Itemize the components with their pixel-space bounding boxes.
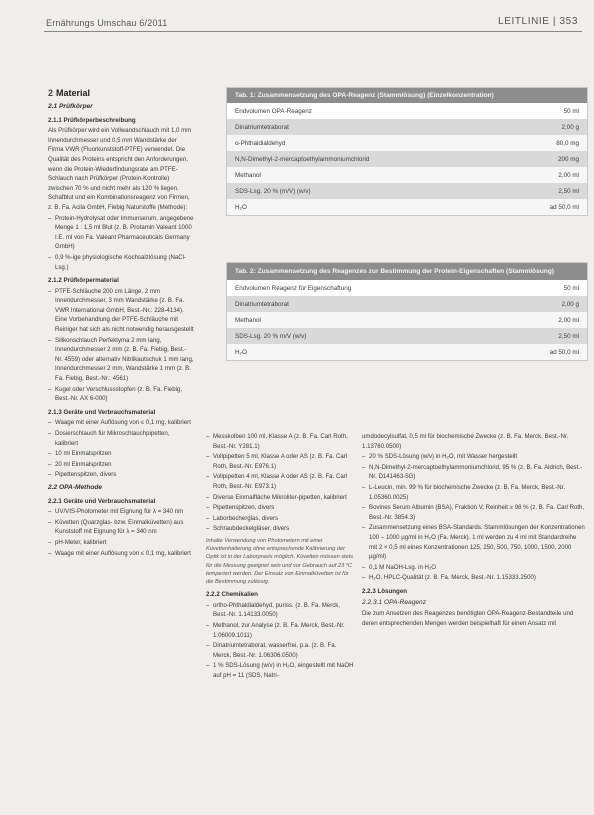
table-row [227, 183, 587, 199]
row-value: 200 mg [557, 155, 579, 163]
subheading-opa-reagenz: 2.2.3.1 OPA-Reagenz [362, 598, 427, 606]
list-item: – Bovines Serum Albumin (BSA), Fraktion V, Reinheit ≥ 98 % (z. B. Fa. Carl Roth, Best.-Nr. 3854.3) [362, 503, 586, 522]
list-materials-1 [48, 214, 194, 273]
list-item: – 1 % SDS-Lösung (w/v) in H₂O, eingestellt mit NaOH auf pH = 11 (SDS, Natri- [206, 661, 354, 680]
row-label: SDS-Lsg. 20 % (m/V) (w/v) [235, 187, 311, 195]
list-chemikalien-cont [362, 432, 586, 583]
row-label: o-Phthaldialdehyd [235, 139, 286, 147]
row-value: 2,50 ml [558, 332, 579, 340]
table-row [227, 296, 587, 312]
section-page-header: LEITLINIE | 353 [498, 16, 578, 27]
table-row [227, 167, 587, 183]
list-item: – 10 ml Einmalspritzen [48, 449, 194, 459]
table-protein-reagenz [226, 262, 588, 361]
list-item: – Laborbecherglas, divers [206, 514, 354, 524]
list-item: – Dinatriumtetraborat, wasserfrei, p.a. (z. B. Fa. Merck, Best.-Nr. 1.06306.0500) [206, 641, 354, 660]
list-item: – Schraubdeckelgläser, divers [206, 524, 354, 534]
list-item: – 0,9 %-ige physiologische Kochsalzlösung (NaCl-Lsg.) [48, 253, 194, 272]
table-body [227, 103, 587, 215]
list-item: – PTFE-Schläuche 200 cm Länge, 2 mm Innendurchmesser, 3 mm Wandstärke (z. B. Fa. VWR International GmbH, Best.-Nr.: 228-4134). Eine Vorbehandlung der PTFE-Schläuche mit Reiniger hat sich als nicht notwendig herausgestellt [48, 287, 194, 335]
footnote: Inhalte Verwendung von Photometern mit einer Küvettenhalterung ohne entsprechende Kalibrierung der Optik ist in der Laborpraxis möglich. Küvetten müssen stets für die Messung geeignet sein und vor Gebrauch auf 23 °C temperiert werden. Der Einsatz von Einmalküvetten ist für die Bestimmung zulässig. [206, 537, 354, 585]
list-item: – Silikonschlauch Perfektyma 2 mm lang, Innendurchmesser 2 mm (z. B. Fa. Fiebig, Best.-Nr. 4559) oder alternativ Nitrilkautschuk 1 mm lang, Innendurchmesser 2 mm, Wandstärke 1 mm (z. B. Fa. Fiebig, Best.-Nr.: 4561) [48, 336, 194, 384]
header-rule [44, 31, 582, 32]
table-row [227, 328, 587, 344]
middle-column [206, 432, 354, 802]
list-chemikalien [206, 601, 354, 681]
list-labor [206, 432, 354, 534]
list-item: – N,N-Dimethyl-2-mercaptoethylammoniumchlorid, 95 % (z. B. Fa. Aldrich, Best.-Nr. D141463-5G) [362, 463, 586, 482]
row-value: 50 ml [563, 284, 579, 292]
row-label: Dinatriumtetraborat [235, 123, 289, 131]
row-label: Methanol [235, 171, 261, 179]
row-label: H₂O [235, 203, 247, 211]
paragraph-beschreibung: Als Prüfkörper wird ein Vollwandschlauch mit 1,0 mm Innendurchmesser und 0,5 mm Wandstärke der Firma VWR (Fluorkunststoff-PTFE) verwendet. Die Qualität des Proteins entspricht den Anforderungen, wenn die Protein-Wiederfindungsrate am PTFE-Schlauch nach Prüfkörper (Protein-Kontrolle) zwischen 70 % und nicht mehr als 120 % liegen. Schafblut und ein Kombinationsreagenz von Firmen, z. B. Fa. Acila GmbH, Fiebig Naturstoffe (Methode): [48, 127, 192, 211]
list-item: – Pipettenspitzen, divers [48, 470, 194, 480]
row-value: 2,00 ml [558, 316, 579, 324]
list-item: – L-Leucin, min. 99 % für biochemische Zwecke (z. B. Fa. Merck, Best.-Nr. 1.05360.0025) [362, 483, 586, 502]
list-item: – Küvetten (Quarzglas- bzw. Einmalküvetten) aus Kunststoff mit Eignung für λ = 340 nm [48, 518, 194, 537]
paragraph-opa-reagenz: Die zum Ansetzen des Reagenzes benötigten OPA-Reagenz-Bestandteile und deren entsprechenden Mengen werden beispielhaft für einen Ansatz mit [362, 610, 574, 627]
list-item: – Waage mit einer Auflösung von ≤ 0,1 mg, kalibriert [48, 418, 194, 428]
table-body [227, 280, 587, 360]
list-geraete [48, 418, 194, 480]
list-opa-geraete [48, 507, 194, 558]
list-item: – Messkolben 100 ml, Klasse A (z. B. Fa. Carl Roth, Best.-Nr. Y281.1) [206, 432, 354, 451]
table-title: Tab. 2: Zusammensetzung des Reagenzes zur Bestimmung der Protein-Eigenschaften (Stammlösung) [227, 263, 587, 280]
right-column [362, 432, 586, 802]
list-materials-2 [48, 287, 194, 404]
table-row [227, 103, 587, 119]
list-item: – H₂O, HPLC-Qualität (z. B. Fa. Merck, Best.-Nr. 1.15333.2500) [362, 573, 586, 583]
table-title: Tab. 1: Zusammensetzung des OPA-Reagenz (Stammlösung) (Einzelkonzentration) [227, 88, 587, 103]
list-item: – Kugel oder Verschlussstopfen (z. B. Fa. Fiebig, Best.-Nr. AX 6-000) [48, 385, 194, 404]
subheading-geraete: 2.1.3 Geräte und Verbrauchsmaterial [48, 408, 156, 416]
table-row [227, 344, 587, 360]
row-label: Endvolumen OPA-Reagenz [235, 107, 312, 115]
list-item: – ortho-Phthaldialdehyd, puriss. (z. B. Fa. Merck, Best.-Nr. 1.14133.0050) [206, 601, 354, 620]
subheading-beschreibung: 2.1.1 Prüfkörperbeschreibung [48, 116, 136, 124]
table-row [227, 135, 587, 151]
row-label: Endvolumen Reagenz für Eigenschaftung [235, 284, 352, 292]
list-item: – Zusammensetzung eines BSA-Standards. Stammlösungen der Konzentrationen 100 – 1000 µg/ml in H₂O (Fa. Merck). 1 ml werden zu 4 ml mit Standardreihe mit 2 × 0,5 ml eines Konzentrationen 125, 250, 500, 750, 1000, 1500, 2000 µg/ml) [362, 523, 586, 561]
row-label: Methanol [235, 316, 261, 324]
list-item: – Diverse Einmalfläche Mikroliter-pipetten, kalibriert [206, 493, 354, 503]
section-heading [48, 88, 194, 99]
subheading-chemikalien: 2.2.2 Chemikalien [206, 591, 258, 599]
row-label: Dinatriumtetraborat [235, 300, 289, 308]
section-number: 2 [48, 88, 54, 98]
row-value: 2,00 g [561, 300, 579, 308]
row-label: H₂O [235, 348, 247, 356]
row-label: SDS-Lsg. 20 % m/V (w/v) [235, 332, 307, 340]
list-item: umdodecylsulfat, 0,5 ml für biochemische Zwecke (z. B. Fa. Merck, Best.-Nr. 1.13760.0500) [362, 433, 569, 450]
list-item: – Methanol, zur Analyse (z. B. Fa. Merck, Best.-Nr. 1.06009.1011) [206, 621, 354, 640]
list-item: – 20 % SDS-Lösung (w/v) in H₂O, mit Wasser hergestellt [362, 452, 586, 462]
table-row [227, 312, 587, 328]
row-value: 50 ml [563, 107, 579, 115]
section-title: Material [56, 88, 91, 98]
left-column [48, 88, 194, 803]
list-item: – Pipettenspitzen, divers [206, 503, 354, 513]
row-value: ad 50,0 ml [549, 203, 579, 211]
list-item: – Dosierschlauch für Mikroschlauchpipetten, kalibriert [48, 429, 194, 448]
table-row [227, 280, 587, 296]
list-item: – pH-Meter, kalibriert [48, 538, 194, 548]
row-value: 2,50 ml [558, 187, 579, 195]
table-row [227, 199, 587, 215]
table-row [227, 119, 587, 135]
row-value: 2,00 ml [558, 171, 579, 179]
subheading-pruefkoerper: 2.1 Prüfkörper [48, 103, 93, 110]
list-item: – 20 ml Einmalspritzen [48, 460, 194, 470]
subheading-loesungen: 2.2.3 Lösungen [362, 587, 408, 595]
journal-header: Ernährungs Umschau 6/2011 [46, 18, 168, 28]
list-item: – Vollpipetten 4 ml, Klasse A oder AS (z. B. Fa. Carl Roth, Best.-Nr. E973.1) [206, 472, 354, 491]
subheading-opa-methode: 2.2 OPA-Methode [48, 483, 103, 491]
list-item: – UV/VIS-Photometer mit Eignung für λ = 340 nm [48, 507, 194, 517]
row-value: ad 50,0 ml [549, 348, 579, 356]
table-opa-reagenz [226, 87, 588, 216]
list-item: – Waage mit einer Auflösung von ≤ 0,1 mg, kalibriert [48, 549, 194, 559]
list-item: – Vollpipetten 5 ml, Klasse A oder AS (z. B. Fa. Carl Roth, Best.-Nr. E976.1) [206, 452, 354, 471]
subheading-opa-geraete: 2.2.1 Geräte und Verbrauchsmaterial [48, 497, 156, 505]
subheading-pruefkoerpermaterial: 2.1.2 Prüfkörpermaterial [48, 277, 119, 285]
table-row [227, 151, 587, 167]
row-value: 80,0 mg [556, 139, 579, 147]
list-item: – 0,1 M NaOH-Lsg. in H₂O [362, 563, 586, 573]
row-value: 2,00 g [561, 123, 579, 131]
row-label: N,N-Dimethyl-2-mercaptoethylammoniumchlorid [235, 155, 370, 163]
list-item: – Protein-Hydrolysat oder Immunserum, angegebene Menge 1 : 1,5 ml Blut (z. B. Protamin Valeant 1000 I.E. ml von Fa. Valeant Pharmaceuticals Germany GmbH) [48, 214, 194, 252]
